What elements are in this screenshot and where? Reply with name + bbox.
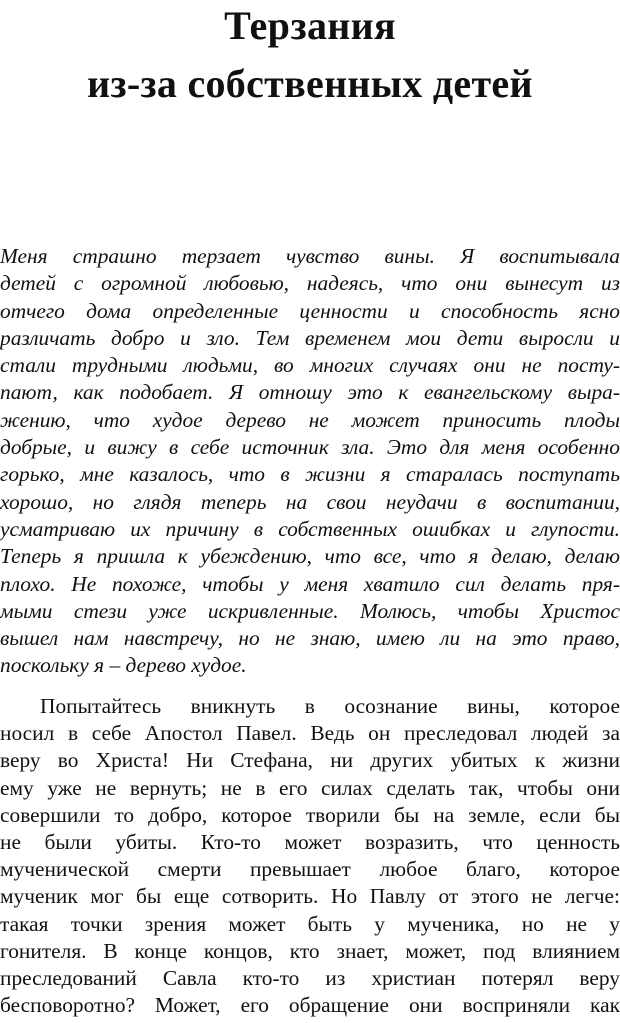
letter-line: детей с огромной любовью, надеясь, что они вынесут из — [0, 271, 620, 296]
answer-line: веру во Христа! Ни Стефана, ни других убитых к жизни — [0, 748, 620, 773]
letter-line: плохо. Не похоже, чтобы у меня хватило сил делать пря- — [0, 571, 620, 596]
letter-line: стали трудными людьми, во многих случаях они не посту- — [0, 353, 620, 378]
answer-line: мученической смерти превышает любое благо, которое — [0, 857, 620, 882]
letter-line: горько, мне казалось, что в жизни я старалась поступать — [0, 462, 620, 487]
chapter-title-line-1: Терзания — [224, 3, 396, 48]
answer-paragraph — [0, 693, 620, 1019]
letter-line: различать добро и зло. Тем временем мои дети выросли и — [0, 325, 620, 350]
answer-line: бесповоротно? Может, его обращение они восприняли как — [0, 993, 620, 1018]
letter-line: вышел нам навстречу, но не знаю, имею ли на это право, — [0, 626, 620, 651]
letter-line: Меня страшно терзает чувство вины. Я воспитывала — [0, 244, 620, 268]
answer-line: носил в себе Апостол Павел. Ведь он преследовал людей за — [0, 721, 620, 746]
answer-line: Попытайтесь вникнуть в осознание вины, которое — [40, 694, 620, 718]
answer-line: гонителя. В конце концов, кто знает, может, под влиянием — [0, 938, 620, 963]
answer-line: такая точки зрения может быть у мученика, но не у — [0, 911, 620, 936]
letter-line: мыми стези уже искривленные. Молюсь, чтобы Христос — [0, 598, 620, 623]
chapter-title-line-2: из-за собственных детей — [87, 61, 533, 106]
letter-line: отчего дома определенные ценности и способность ясно — [0, 298, 620, 323]
reader-letter — [0, 243, 620, 680]
letter-line: хорошо, но глядя теперь на свои неудачи в воспитании, — [0, 489, 620, 514]
answer-line: мученик мог бы еще сотворить. Но Павлу от этого не легче: — [0, 884, 620, 909]
letter-line: пают, как подобает. Я отношу это к евангельскому выра- — [0, 380, 620, 405]
letter-line: Теперь я пришла к убеждению, что все, что я делаю, делаю — [0, 544, 620, 569]
letter-line: усматриваю их причину в собственных ошибках и глупости. — [0, 516, 620, 541]
letter-line: поскольку я – дерево худое. — [0, 653, 247, 678]
answer-line: совершили то добро, которое творили бы на земле, если бы — [0, 802, 620, 827]
letter-line: жению, что худое дерево не может приносить плоды — [0, 407, 620, 432]
answer-line: преследований Савла кто-то из христиан потерял веру — [0, 965, 620, 990]
letter-line: добрые, и вижу в себе источник зла. Это для меня особенно — [0, 435, 620, 460]
answer-line: не были убиты. Кто-то может возразить, что ценность — [0, 829, 620, 854]
answer-line: ему уже не вернуть; не в его силах сделать так, чтобы они — [0, 775, 620, 800]
